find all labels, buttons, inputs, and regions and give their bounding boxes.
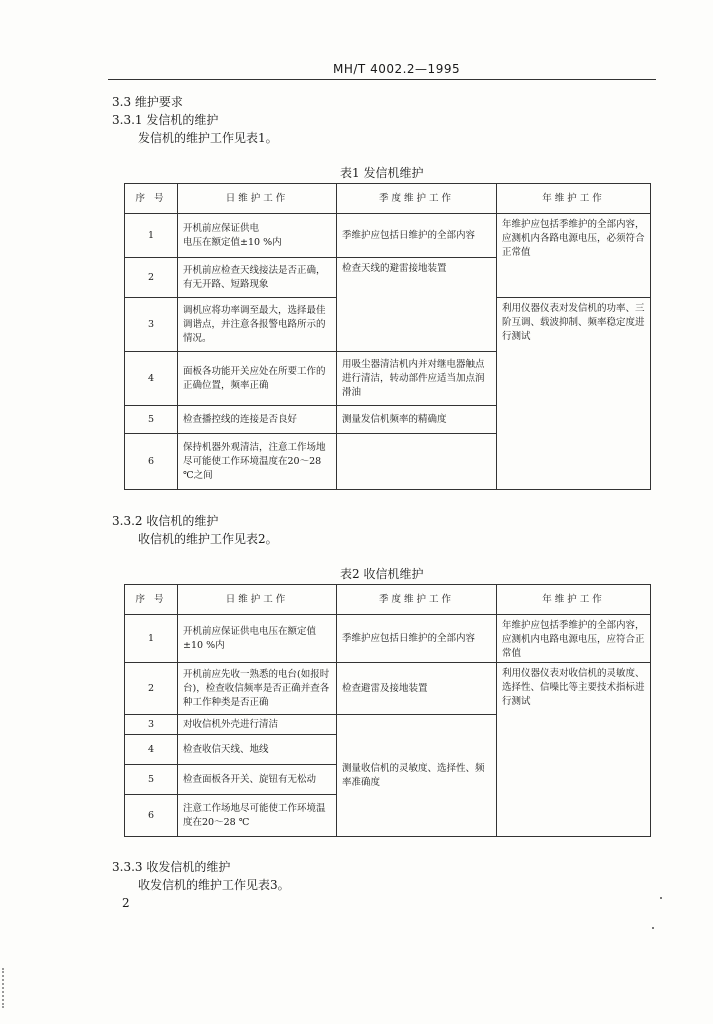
scan-speck (660, 897, 662, 899)
table1-caption: 表1 发信机维护 (340, 166, 424, 180)
table1-row-daily: 调机应将功率调至最大，选择最佳调谐点，并注意各报警电路所示的情况。 (178, 298, 337, 352)
table1-row-daily: 开机前应检查天线接法是否正确，有无开路、短路现象 (178, 258, 337, 298)
table2-row-no: 3 (125, 715, 178, 735)
scan-speck (652, 927, 654, 929)
table2-header-daily: 日维护工作 (178, 585, 337, 615)
section-3-3-heading: 3.3 维护要求 (112, 95, 183, 109)
table1-yearly-cell: 年维护应包括季维护的全部内容，应测机内各路电源电压，必须符合正常值 (497, 214, 651, 298)
table2-yearly-cell: 利用仪器仪表对收信机的灵敏度、选择性、信噪比等主要技术指标进行测试 (497, 663, 651, 837)
table1-header-daily: 日维护工作 (178, 184, 337, 214)
table2-row-daily: 开机前应先收一熟悉的电台(如报时台)，检查收信频率是否正确并查各种工作种类是否正确 (178, 663, 337, 715)
table1-quarterly-cell: 季维护应包括日维护的全部内容 (337, 214, 497, 258)
table1-row-daily: 检查播控线的连接是否良好 (178, 406, 337, 434)
table2-row-daily: 检查面板各开关、旋钮有无松动 (178, 765, 337, 795)
table2 (124, 584, 651, 837)
table2-header-no: 序 号 (125, 585, 178, 615)
section-3-3-1-paragraph: 发信机的维护工作见表1。 (138, 131, 278, 145)
table1-yearly-cell: 利用仪器仪表对发信机的功率、三阶互调、载波抑制、频率稳定度进行测试 (497, 298, 651, 490)
section-3-3-1-heading: 3.3.1 发信机的维护 (112, 113, 219, 127)
table1-row-no: 1 (125, 214, 178, 258)
table1-quarterly-cell: 用吸尘器清洁机内并对继电器触点进行清洁，转动部件应适当加点润滑油 (337, 352, 497, 406)
table2-row-daily: 开机前应保证供电电压在额定值±10 %内 (178, 615, 337, 663)
table2-quarterly-cell: 季维护应包括日维护的全部内容 (337, 615, 497, 663)
table2-row-no: 5 (125, 765, 178, 795)
table1-row-no: 3 (125, 298, 178, 352)
table2-header-quarterly: 季度维护工作 (337, 585, 497, 615)
table1-row-no: 5 (125, 406, 178, 434)
table1-quarterly-cell: 测量发信机频率的精确度 (337, 406, 497, 434)
table2-row-no: 4 (125, 735, 178, 765)
table2-yearly-cell: 年维护应包括季维护的全部内容，应测机内电路电源电压，应符合正常值 (497, 615, 651, 663)
table2-row-daily: 检查收信天线、地线 (178, 735, 337, 765)
table2-quarterly-cell: 测量收信机的灵敏度、选择性、频率准确度 (337, 715, 497, 837)
table2-row-daily: 对收信机外壳进行清洁 (178, 715, 337, 735)
table1-quarterly-cell: 检查天线的避雷接地装置 (337, 258, 497, 352)
table2-header-yearly: 年维护工作 (497, 585, 651, 615)
section-3-3-2-paragraph: 收信机的维护工作见表2。 (138, 532, 278, 546)
table1-row-no: 6 (125, 434, 178, 490)
table1-row-no: 2 (125, 258, 178, 298)
header-rule (108, 79, 656, 80)
table1-header-no: 序 号 (125, 184, 178, 214)
table2-caption: 表2 收信机维护 (340, 567, 424, 581)
table2-row-no: 2 (125, 663, 178, 715)
table1-quarterly-empty (337, 434, 497, 490)
table1 (124, 183, 651, 490)
table2-row-no: 6 (125, 795, 178, 837)
table1-header-yearly: 年维护工作 (497, 184, 651, 214)
table1-row-daily: 开机前应保证供电 电压在额定值±10 %内 (178, 214, 337, 258)
scan-edge-mark (2, 968, 7, 1008)
page-header: MH/T 4002.2—1995 (333, 62, 461, 76)
table2-row-no: 1 (125, 615, 178, 663)
table2-row-daily: 注意工作场地尽可能使工作环境温度在20～28 ℃ (178, 795, 337, 837)
table1-row-no: 4 (125, 352, 178, 406)
table1-row-daily: 面板各功能开关应处在所要工作的正确位置，频率正确 (178, 352, 337, 406)
section-3-3-2-heading: 3.3.2 收信机的维护 (112, 514, 219, 528)
section-3-3-3-heading: 3.3.3 收发信机的维护 (112, 860, 231, 874)
section-3-3-3-paragraph: 收发信机的维护工作见表3。 (138, 878, 290, 892)
page-number: 2 (122, 896, 130, 910)
table1-row-daily: 保持机器外观清洁，注意工作场地尽可能使工作环境温度在20～28 ℃之间 (178, 434, 337, 490)
table1-header-quarterly: 季度维护工作 (337, 184, 497, 214)
table2-quarterly-cell: 检查避雷及接地装置 (337, 663, 497, 715)
